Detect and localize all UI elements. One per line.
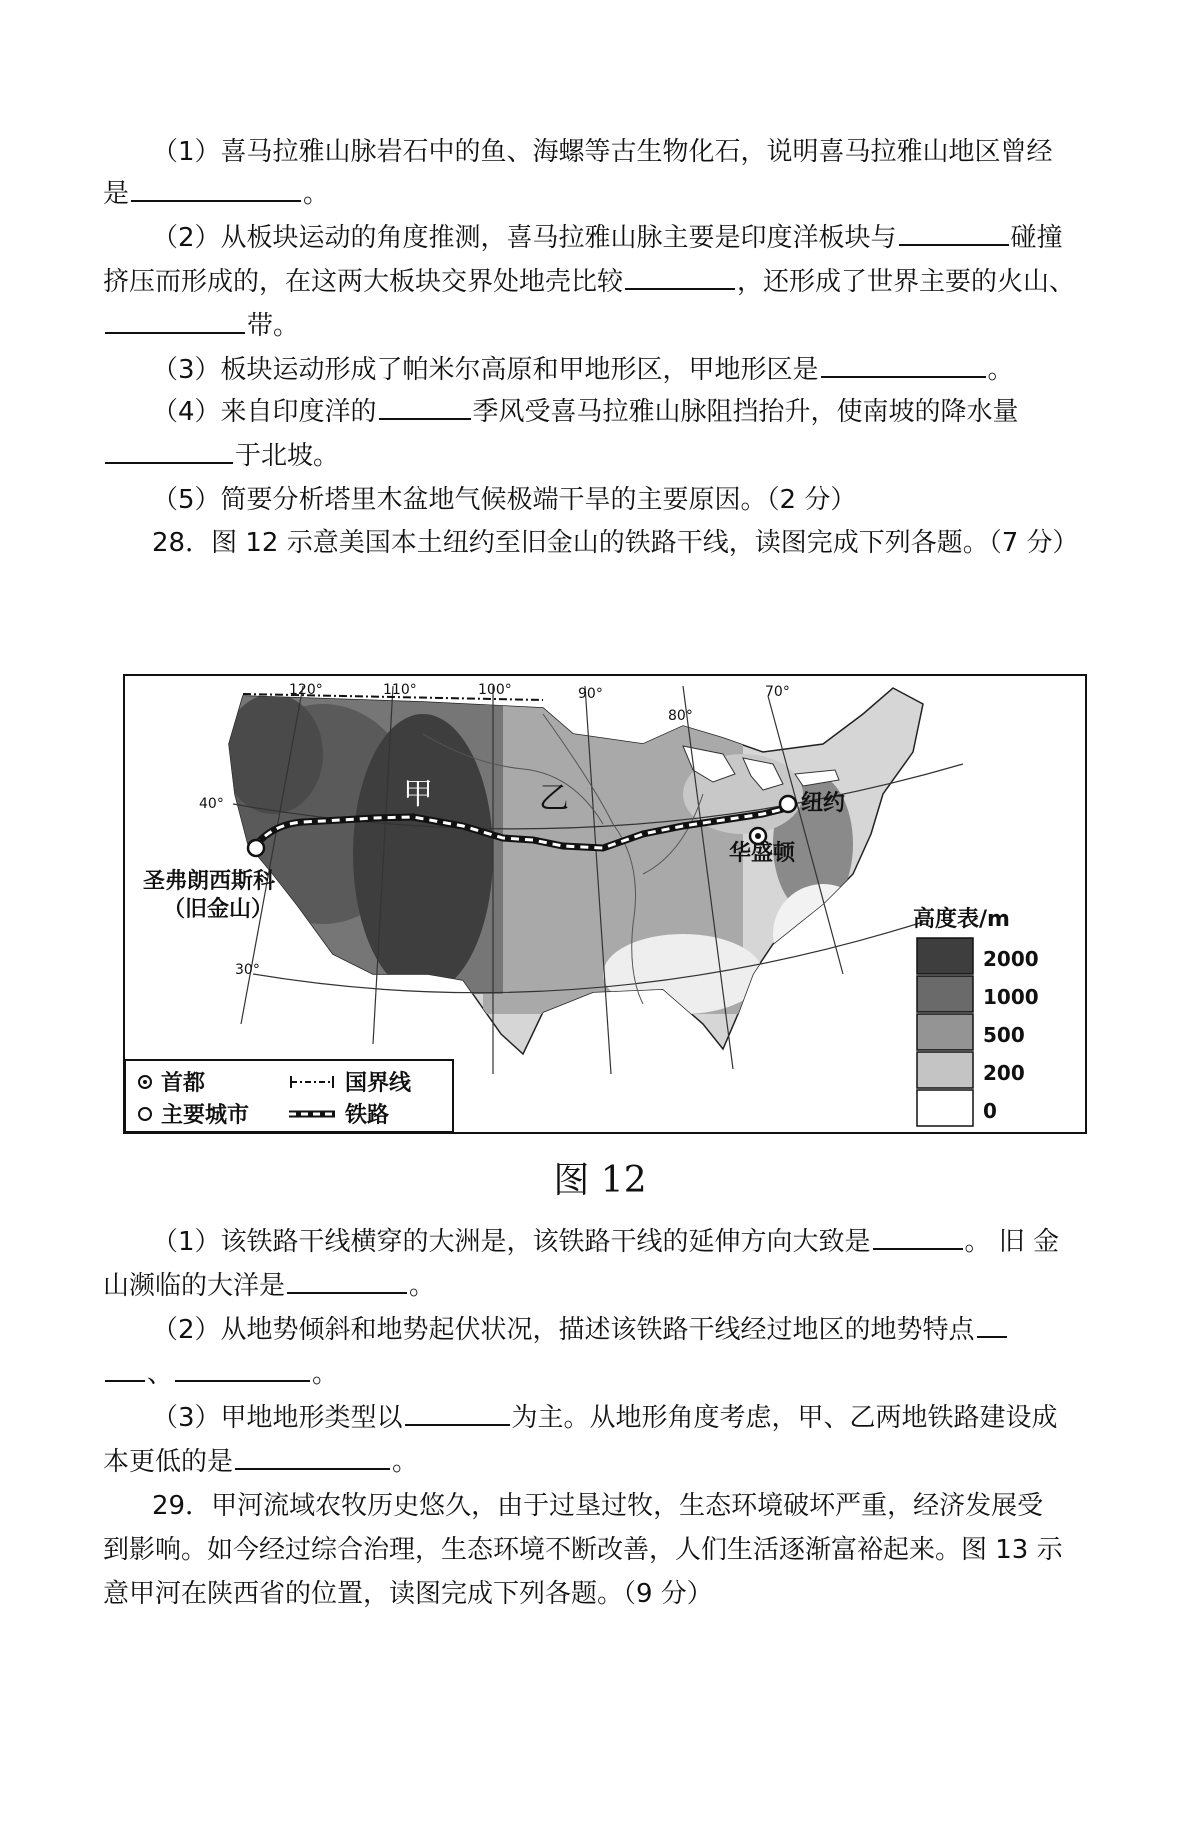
line-text: 山濒临的大洋是 <box>103 1271 286 1301</box>
region-label-yi: 乙 <box>539 781 569 816</box>
elevation-level-label: 500 <box>983 1023 1025 1047</box>
elevation-swatch <box>917 1090 973 1126</box>
line-text: 季风受喜马拉雅山脉阻挡抬升，使南坡的降水量 <box>472 397 1019 427</box>
question-1-1-line-1 <box>152 132 1053 172</box>
answer-blank[interactable] <box>287 1266 407 1294</box>
line-text: 、 <box>147 1359 174 1389</box>
answer-blank[interactable] <box>105 1354 145 1382</box>
answer-blank[interactable] <box>405 1398 510 1426</box>
figure-caption: 图 12 <box>553 1160 647 1201</box>
symbol-legend <box>125 1060 453 1132</box>
answer-blank[interactable] <box>379 392 471 420</box>
newyork-city-marker <box>780 796 796 812</box>
city-label-newyork: 纽约 <box>801 791 846 816</box>
question-1-4-line-1 <box>152 392 1019 432</box>
question-29-line-1 <box>152 1486 1043 1526</box>
line-text: 挤压而形成的，在这两大板块交界处地壳比较 <box>103 267 624 297</box>
question-1-2-line-2 <box>103 262 1075 302</box>
line-text: （2）从地势倾斜和地势起伏状况，描述该铁路干线经过地区的地势特点 <box>152 1315 975 1345</box>
question-1-5-line <box>152 480 856 520</box>
question-28-2-line-2 <box>103 1354 338 1394</box>
line-text: 28．图 12 示意美国本土纽约至旧金山的铁路干线，读图完成下列各题。（7 分） <box>152 528 1079 558</box>
line-text: 。 旧 金 <box>964 1227 1060 1257</box>
legend-capital-label: 首都 <box>161 1071 206 1096</box>
legend-border-label: 国界线 <box>345 1071 412 1096</box>
sf-city-marker <box>248 840 264 856</box>
line-text: 为主。从地形角度考虑，甲、乙两地铁路建设成 <box>511 1403 1058 1433</box>
answer-blank[interactable] <box>625 262 735 290</box>
elevation-legend-title: 高度表/m <box>913 907 1010 932</box>
answer-blank[interactable] <box>235 1442 390 1470</box>
figure-12-map <box>123 674 1087 1134</box>
line-text: 。 <box>312 1359 339 1389</box>
elevation-level-label: 1000 <box>983 985 1039 1009</box>
question-28-stem <box>152 523 1079 563</box>
line-text: （2）从板块运动的角度推测，喜马拉雅山脉主要是印度洋板块与 <box>152 223 897 253</box>
answer-blank[interactable] <box>131 174 301 202</box>
question-1-3-line <box>152 350 1014 390</box>
legend-railway-label: 铁路 <box>345 1103 390 1128</box>
line-text: （3）板块运动形成了帕米尔高原和甲地形区，甲地形区是 <box>152 355 819 385</box>
question-1-2-line-1 <box>152 218 1063 258</box>
lon-label-100: 100° <box>478 682 512 698</box>
answer-blank[interactable] <box>105 436 233 464</box>
elevation-swatch <box>917 1014 973 1050</box>
line-text: 。 <box>409 1271 436 1301</box>
answer-blank[interactable] <box>899 218 1009 246</box>
question-1-1-line-2 <box>103 174 329 214</box>
line-text: 带。 <box>247 311 300 341</box>
question-1-4-line-2 <box>103 436 339 476</box>
line-text: 到影响。如今经过综合治理，生态环境不断改善，人们生活逐渐富裕起来。图 13 示 <box>103 1535 1063 1565</box>
line-text: （1）喜马拉雅山脉岩石中的鱼、海螺等古生物化石，说明喜马拉雅山地区曾经 <box>152 137 1053 167</box>
line-text: 。 <box>392 1447 419 1477</box>
line-text: 是 <box>103 179 130 209</box>
lat-label-40: 40° <box>199 796 224 812</box>
line-text: 碰撞 <box>1010 223 1063 253</box>
question-28-1-line-1 <box>152 1222 1059 1262</box>
question-1-2-line-3 <box>103 306 299 346</box>
elevation-level-label: 200 <box>983 1061 1025 1085</box>
line-text: 本更低的是 <box>103 1447 234 1477</box>
question-28-1-line-2 <box>103 1266 435 1306</box>
answer-blank[interactable] <box>821 350 986 378</box>
question-28-2-line-1 <box>152 1310 1009 1350</box>
answer-blank[interactable] <box>105 306 245 334</box>
line-text: 。 <box>987 355 1014 385</box>
city-label-sf-old: （旧金山） <box>163 897 274 922</box>
answer-blank[interactable] <box>175 1354 310 1382</box>
city-label-washington: 华盛顿 <box>729 841 796 866</box>
city-label-sf: 圣弗朗西斯科 <box>143 869 276 894</box>
line-text: 29．甲河流域农牧历史悠久，由于过垦过牧，生态环境破坏严重，经济发展受 <box>152 1491 1044 1521</box>
lon-label-120: 120° <box>289 682 323 698</box>
city-legend-icon <box>139 1108 151 1120</box>
elevation-swatch <box>917 976 973 1012</box>
elevation-swatch <box>917 938 973 974</box>
lon-label-90: 90° <box>578 686 603 702</box>
lat-label-30: 30° <box>235 962 260 978</box>
lon-label-110: 110° <box>383 682 417 698</box>
lon-label-80: 80° <box>668 708 693 724</box>
line-text: 于北坡。 <box>235 441 340 471</box>
legend-major-city-label: 主要城市 <box>161 1103 250 1128</box>
question-29-line-2 <box>103 1530 1063 1570</box>
line-text: 意甲河在陕西省的位置，读图完成下列各题。（9 分） <box>103 1579 713 1609</box>
elevation-swatch <box>917 1052 973 1088</box>
answer-blank[interactable] <box>977 1310 1007 1338</box>
question-29-line-3 <box>103 1574 713 1614</box>
line-text: （1）该铁路干线横穿的大洲是，该铁路干线的延伸方向大致是 <box>152 1227 871 1257</box>
question-28-3-line-2 <box>103 1442 418 1482</box>
region-label-jia: 甲 <box>403 777 433 812</box>
elevation-level-label: 0 <box>983 1099 997 1123</box>
line-text: ，还形成了世界主要的火山、 <box>737 267 1076 297</box>
line-text: （4）来自印度洋的 <box>152 397 377 427</box>
elevation-level-label: 2000 <box>983 947 1039 971</box>
question-28-3-line-1 <box>152 1398 1058 1438</box>
answer-blank[interactable] <box>873 1222 963 1250</box>
line-text: （5）简要分析塔里木盆地气候极端干旱的主要原因。（2 分） <box>152 485 857 515</box>
line-text: （3）甲地地形类型以 <box>152 1403 403 1433</box>
lon-label-70: 70° <box>765 684 790 700</box>
line-text: 。 <box>303 179 330 209</box>
